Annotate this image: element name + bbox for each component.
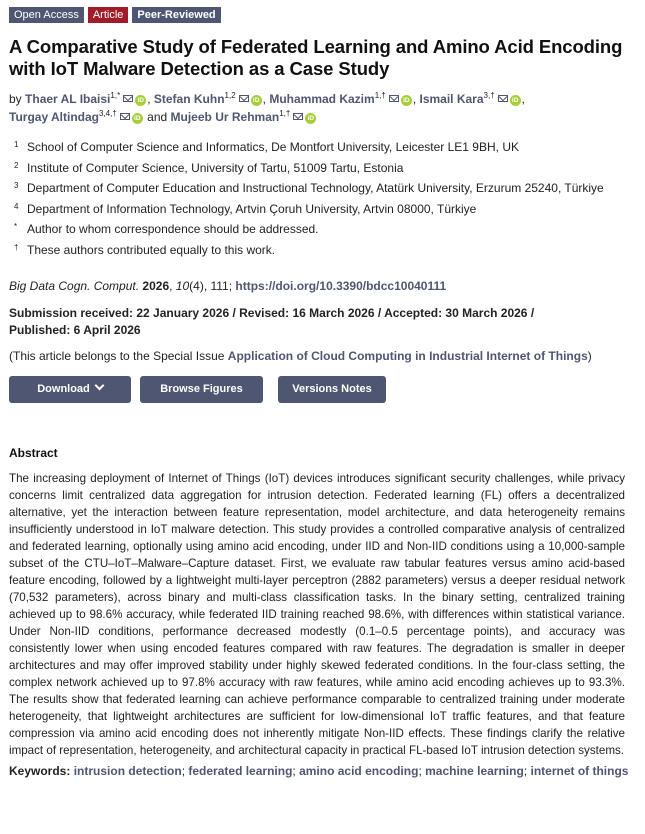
author-sup: 3,† <box>483 91 495 100</box>
article-title: A Comparative Study of Federated Learning and Amino Acid Encoding with IoT Malware Detection as a Case Study <box>9 36 623 79</box>
author-name[interactable]: Stefan Kuhn <box>153 92 225 106</box>
dates-line: Submission received: 22 January 2026 / Revised: 16 March 2026 / Accepted: 30 March 2026 / <box>9 305 535 320</box>
journal-name: Big Data Cogn. Comput. <box>9 278 140 293</box>
envelope-icon[interactable] <box>389 95 399 102</box>
affiliation-item <box>14 161 636 175</box>
affiliation-number: * <box>14 222 18 231</box>
affiliation-item <box>14 181 636 195</box>
affiliation-text: Department of Computer Education and Instructional Technology, Atatürk University, Erzurum 25240, Türkiye <box>27 181 604 195</box>
author-name[interactable]: Mujeeb Ur Rehman <box>170 110 280 124</box>
chevron-down-icon <box>94 380 104 390</box>
author-sup: 1,2 <box>224 91 236 100</box>
published-date: Published: 6 April 2026 <box>9 322 141 337</box>
author-list: by Thaer AL Ibaisi$^{1,*}$iD , Stefan Kuhn$^{1,2}$iD , Muhammad Kazim$^{1,\dagger}$iD , Ismail Kara$^{3,\dagger}$iD , Turgay Altindag$^{3,4,\dagger}$iD and Mujeeb Ur Rehman$^{1,\dagger}$iD <box>9 91 525 124</box>
author-sup: 3,4,† <box>99 109 117 118</box>
citation-volume: 10 <box>175 278 190 293</box>
article-type-badge: Article <box>88 7 129 23</box>
affiliation-list <box>9 140 636 257</box>
keyword-link[interactable]: federated learning <box>188 763 293 778</box>
download-button[interactable] <box>9 376 131 403</box>
citation-year: 2026 <box>142 278 170 293</box>
orcid-icon[interactable]: iD <box>401 95 412 106</box>
orcid-icon[interactable]: iD <box>135 95 146 106</box>
special-issue-prefix: (This article belongs to the Special Issue <box>9 348 228 363</box>
orcid-icon[interactable]: iD <box>251 95 262 106</box>
envelope-icon[interactable] <box>123 95 133 102</box>
envelope-icon[interactable] <box>239 95 249 102</box>
doi-link[interactable]: https://doi.org/10.3390/bdcc10040111 <box>235 278 447 293</box>
keyword-link[interactable]: intrusion detection <box>73 763 182 778</box>
author-name[interactable]: Ismail Kara <box>419 92 484 106</box>
affiliation-number: 1 <box>14 140 19 149</box>
browse-figures-button[interactable]: Browse Figures <box>140 376 263 403</box>
open-access-badge[interactable]: Open Access <box>9 7 84 23</box>
keyword-link[interactable]: amino acid encoding <box>299 763 419 778</box>
author-sup: 1,* <box>110 91 121 100</box>
citation: Big Data Cogn. Comput. 2026, 10(4), 111; https://doi.org/10.3390/bdcc10040111 <box>9 278 447 293</box>
versions-notes-button[interactable]: Versions Notes <box>278 376 386 403</box>
affiliation-item <box>14 140 636 154</box>
envelope-icon[interactable] <box>498 95 508 102</box>
abstract-heading: Abstract <box>9 445 58 460</box>
affiliation-number: 4 <box>14 201 19 211</box>
affiliation-item <box>14 202 636 216</box>
author-name[interactable]: Turgay Altindag <box>9 110 99 124</box>
affiliation-number: 2 <box>14 160 19 170</box>
affiliation-text: Author to whom correspondence should be addressed. <box>27 222 319 236</box>
special-issue-note <box>9 349 636 363</box>
badge-row <box>9 7 636 23</box>
abstract-text: The increasing deployment of Internet of Things (IoT) devices introduces significant security challenges, while privacy concerns limit centralized data aggregation for intrusion detection. Federated learning (FL) offers a decentralized alternative, yet the interaction between feature representation, model architecture, and data heterogeneity remains insufficiently understood in IoT malware detection. This study provides a controlled comparative analysis of centralized and federated learning, optionally using amino acid encoding, under IID and Non-IID conditions using a 10,000-sample subset of the CTU–IoT–Malware–Capture dataset. First, we evaluate raw tabular features versus amino acid-based feature encoding, followed by a lightweight multi-layer perceptron (2882 parameters) versus a deeper residual network (70,532 parameters), across binary and multi-class classification tasks. In the binary setting, centralized training achieved up to 98.6% accuracy, while federated IID training reached 98.6%, with differences within statistical variance. Under Non-IID conditions, performance decreased modestly (0.1–0.5 percentage points), and accuracy was consistently lower when using encoded features compared with raw features. The degradation is smaller in deeper architectures and may offer improved stability under highly skewed federated conditions. In the four-class setting, the complex network achieved up to 97.8% accuracy with raw features, while amino acid encoding achieves up to 93.3%. The results show that federated learning can achieve performance comparable to centralized training under moderate heterogeneity, that lightweight architectures are sufficient for low-dimensional IoT traffic features, and that feature compression via amino acid encoding does not inherently mitigate Non-IID effects. These findings clarify the relative impact of representation, heterogeneity, and architectural capacity in practical FL-based IoT intrusion detection systems. <box>9 471 625 757</box>
envelope-icon[interactable] <box>120 113 130 120</box>
orcid-icon[interactable]: iD <box>510 95 521 106</box>
special-issue-link[interactable]: Application of Cloud Computing in Industrial Internet of Things <box>227 348 588 363</box>
author-name[interactable]: Thaer AL Ibaisi <box>25 92 111 106</box>
affiliation-text: These authors contributed equally to this work. <box>27 242 276 257</box>
special-issue-suffix: ) <box>587 348 592 363</box>
citation-issue: (4), 111; <box>189 278 236 293</box>
by-label: by <box>9 92 22 106</box>
author-sup: 1,† <box>374 91 386 100</box>
keywords-label: Keywords: <box>9 763 71 778</box>
author-sup: 1,† <box>279 109 291 118</box>
affiliation-item <box>14 222 636 236</box>
peer-reviewed-badge[interactable]: Peer-Reviewed <box>132 7 220 23</box>
publication-dates <box>9 305 636 339</box>
keywords: Keywords: intrusion detection; federated learning; amino acid encoding; machine learning; internet of things <box>9 763 629 778</box>
keyword-link[interactable]: machine learning <box>425 763 524 778</box>
and-label: and <box>147 110 168 124</box>
keyword-link[interactable]: internet of things <box>530 763 629 778</box>
orcid-icon[interactable]: iD <box>132 113 143 124</box>
affiliation-item <box>14 243 636 257</box>
author-name[interactable]: Muhammad Kazim <box>269 92 375 106</box>
affiliation-number: 3 <box>14 181 19 190</box>
orcid-icon[interactable]: iD <box>305 113 316 124</box>
envelope-icon[interactable] <box>293 113 303 120</box>
affiliation-text: Department of Information Technology, Artvin Çoruh University, Artvin 08000, Türkiye <box>27 201 477 216</box>
action-buttons <box>9 376 636 403</box>
affiliation-number: † <box>14 242 19 252</box>
affiliation-text: Institute of Computer Science, University of Tartu, 51009 Tartu, Estonia <box>27 160 404 175</box>
download-label: Download <box>37 382 90 395</box>
affiliation-text: School of Computer Science and Informatics, De Montfort University, Leicester LE1 9BH, UK <box>27 140 519 154</box>
